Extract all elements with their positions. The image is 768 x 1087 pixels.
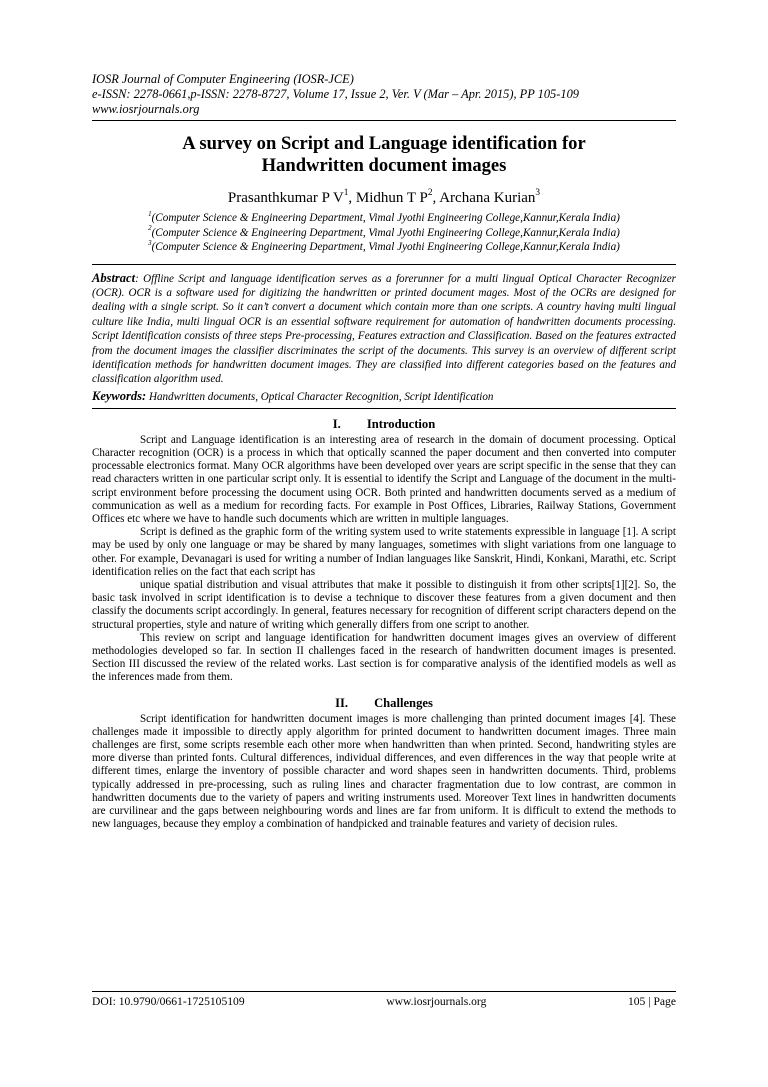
journal-name: IOSR Journal of Computer Engineering (IOSR-JCE): [92, 72, 354, 86]
author-superscript: 2: [427, 188, 433, 199]
paragraph: Script is defined as the graphic form of the writing system used to write statements expressible in language [1]. A script may be used by only one language or may be shared by many languages, sometimes with slight variations from one language to other. For example, Devanagari is used for writing a number of Indian languages like Sanskrit, Hindi, Konkani, Marathi, etc. Script identification relies on the fact that each script has: [92, 526, 676, 578]
abstract-text: : Offline Script and language identification serves as a forerunner for a multi lingual Optical Character Recognizer (OCR). OCR is a software used for digitizing the handwritten or printed document mages. Most of the OCRs are designed for dealing with a single script. So it can’t convert a document which contain more than one scripts. A country having multi lingual culture like India, multi lingual OCR is an essential software requirement for automation of handwritten documents processing. Script Identification consists of three steps Pre-processing, Features extraction and Classification. Based on the features extracted from the document images the classifier discriminates the script of the documents. This survey is an overview of different script identification methods for handwritten document images. They are classified into different categories based on the features and classification algorithm used.: [92, 272, 676, 386]
page-footer: [92, 991, 676, 1009]
paper-title: [92, 133, 676, 177]
keywords-label: Keywords:: [92, 388, 147, 403]
author-name: Midhun T P: [355, 190, 428, 206]
paragraph: This review on script and language identification for handwritten document images gives an overview of different methodologies developed so far. In section II challenges faced in the research of handwritten document images is presented. Section III discussed the review of the related works. Last section is for comparative analysis of the identified models as well as the inferences made from them.: [92, 631, 676, 684]
keywords: [92, 389, 676, 404]
section-heading-challenges: [92, 695, 676, 711]
section-number: II.: [335, 695, 349, 710]
footer-divider: [92, 991, 676, 992]
header-divider: [92, 120, 676, 121]
journal-header: [92, 72, 676, 117]
author-superscript: 3: [535, 188, 541, 199]
section-title: Introduction: [366, 416, 436, 431]
paper-page: [92, 72, 676, 831]
journal-url: www.iosrjournals.org: [92, 102, 200, 116]
journal-issn: e-ISSN: 2278-0661,p-ISSN: 2278-8727, Volume 17, Issue 2, Ver. V (Mar – Apr. 2015), PP 105-109: [92, 87, 579, 101]
affiliation-text: (Computer Science & Engineering Department, Vimal Jyothi Engineering College,Kannur,Kerala India): [151, 241, 620, 253]
author-list: Prasanthkumar P $V^1$, Midhun T $P^2$, Archana Kurian$^3$: [227, 188, 541, 206]
paragraph: Script and Language identification is an interesting area of research in the domain of document processing. Optical Character recognition (OCR) is a process in which that optically scanned the paper document and then converted into computer processable electronics format. Many OCR algorithms have been developed over years are script specific in the sense that they can read characters written in one particular script only. It is essential to identify the Script and Language of the document in the multi-script environment before processing the document using OCR. Both printed and handwritten documents served as a medium of communication as well as a medium for recording facts. For example in Post Offices, Libraries, Railway Stations, Government Offices etc where we have to handle such documents which are written in multiple languages.: [92, 433, 676, 525]
footer-doi: DOI: 10.9790/0661-1725105109: [92, 995, 245, 1008]
affiliation-text: (Computer Science & Engineering Department, Vimal Jyothi Engineering College,Kannur,Kerala India): [151, 226, 620, 239]
affiliation-list: [92, 211, 676, 255]
affiliation: [92, 226, 676, 241]
paragraph: Script identification for handwritten document images is more challenging than printed document images [4]. These challenges made it impossible to directly apply algorithm for printed document to handwritten document images. Three main challenges are first, some scripts resemble each other more when handwritten than when printed. Second, handwriting styles are more diverse than printed fonts. Cultural differences, individual differences, and even differences in the way that people write at different times, enlarge the inventory of possible character and word shapes seen in handwritten documents. Third, problems typically addressed in pre-processing, such as ruling lines and character fragmentation due to low contrast, are common in handwritten documents due to the variety of papers and writing instruments used. Moreover Text lines in handwritten documents are curvilinear and the gaps between neighbouring words and lines are far from uniform. It is difficult to extend the methods to new languages, because they employ a combination of handpicked and trainable features and variety of decision rules.: [92, 712, 676, 831]
affiliation-text: (Computer Science & Engineering Department, Vimal Jyothi Engineering College,Kannur,Kerala India): [151, 212, 620, 224]
section-heading-introduction: [92, 416, 676, 432]
abstract-label: Abstract: [92, 270, 136, 285]
abstract-bottom-divider: [92, 408, 676, 409]
footer-page-number: 105 | Page: [627, 995, 676, 1008]
section-title: Challenges: [374, 695, 433, 710]
affiliation: [92, 240, 676, 255]
author-superscript: 1: [343, 188, 349, 199]
abstract: [92, 271, 676, 387]
title-line-1: A survey on Script and Language identification for: [182, 133, 586, 154]
title-line-2: Handwritten document images: [261, 155, 507, 176]
author-name: Archana Kurian: [439, 190, 536, 206]
affiliation-superscript: 2: [148, 224, 152, 233]
paragraph: unique spatial distribution and visual attributes that make it possible to distinguish it from other scripts[1][2]. So, the basic task involved in script identification is to devise a technique to discover these features from a given document and then classify the documents script accordingly. In general, features necessary for recognition of different script characters depend on the structural properties, style and nature of writing which generally differs from one script to another.: [92, 578, 676, 631]
author-name: Prasanthkumar P V: [227, 190, 344, 206]
affiliation-superscript: 3: [148, 238, 152, 247]
keywords-text: Handwritten documents, Optical Character Recognition, Script Identification: [146, 390, 494, 403]
affiliation: [92, 211, 676, 226]
affiliation-superscript: 1: [148, 209, 152, 218]
footer-url: www.iosrjournals.org: [386, 995, 487, 1008]
section-number: I.: [332, 416, 341, 431]
abstract-top-divider: [92, 264, 676, 265]
